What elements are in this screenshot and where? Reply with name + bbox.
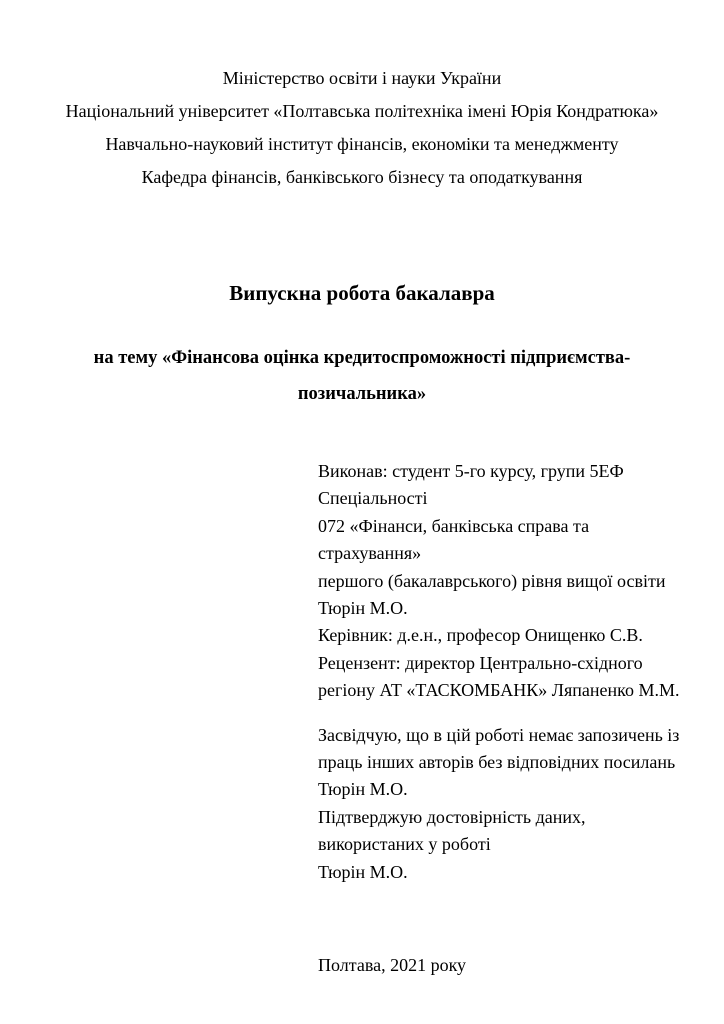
reviewer-cont-line: регіону АТ «ТАСКОМБАНК» Ляпаненко М.М. xyxy=(318,680,680,701)
attestation-line-2: праць інших авторів без відповідних посилань xyxy=(318,752,676,773)
department-line: Кафедра фінансів, банківського бізнесу та оподаткування xyxy=(141,167,583,187)
attestation-signature-1: Тюрін М.О. xyxy=(318,779,408,800)
institution-header xyxy=(0,62,724,194)
city-year-line: Полтава, 2021 року xyxy=(318,955,467,976)
attestation-signature-2: Тюрін М.О. xyxy=(318,861,408,882)
performed-by-line: Виконав: студент 5-го курсу, групи 5ЕФ xyxy=(318,461,624,481)
page-title: Випускна робота бакалавра xyxy=(229,281,495,305)
reviewer-line: Рецензент: директор Центрально-східного xyxy=(318,652,643,673)
topic-block xyxy=(0,340,724,412)
confirmation-line-2: використаних у роботі xyxy=(318,834,491,855)
education-level-line: першого (бакалаврського) рівня вищої освіти xyxy=(318,570,666,591)
ministry-line: Міністерство освіти і науки України xyxy=(222,68,502,88)
attestation-line-1: Засвідчую, що в цій роботі немає запозичень із xyxy=(318,724,680,745)
specialty-cont-line: страхування» xyxy=(318,543,422,564)
specialty-label-line: Спеціальності xyxy=(318,488,428,509)
specialty-code-line: 072 «Фінанси, банківська справа та xyxy=(318,515,590,536)
attestation-block xyxy=(318,722,714,886)
confirmation-line-1: Підтверджую достовірність даних, xyxy=(318,806,586,827)
supervisor-line: Керівник: д.е.н., професор Онищенко С.В. xyxy=(318,625,643,646)
author-name-line: Тюрін М.О. xyxy=(318,598,408,619)
author-details-block xyxy=(318,458,714,705)
topic-line-1: на тему «Фінансова оцінка кредитоспроможності підприємства- xyxy=(93,348,631,368)
university-line: Національний університет «Полтавська політехніка імені Юрія Кондратюка» xyxy=(65,101,659,121)
topic-line-2: позичальника» xyxy=(297,384,427,404)
footer-block xyxy=(318,952,724,979)
institute-line: Навчально-науковий інститут фінансів, економіки та менеджменту xyxy=(105,134,619,154)
